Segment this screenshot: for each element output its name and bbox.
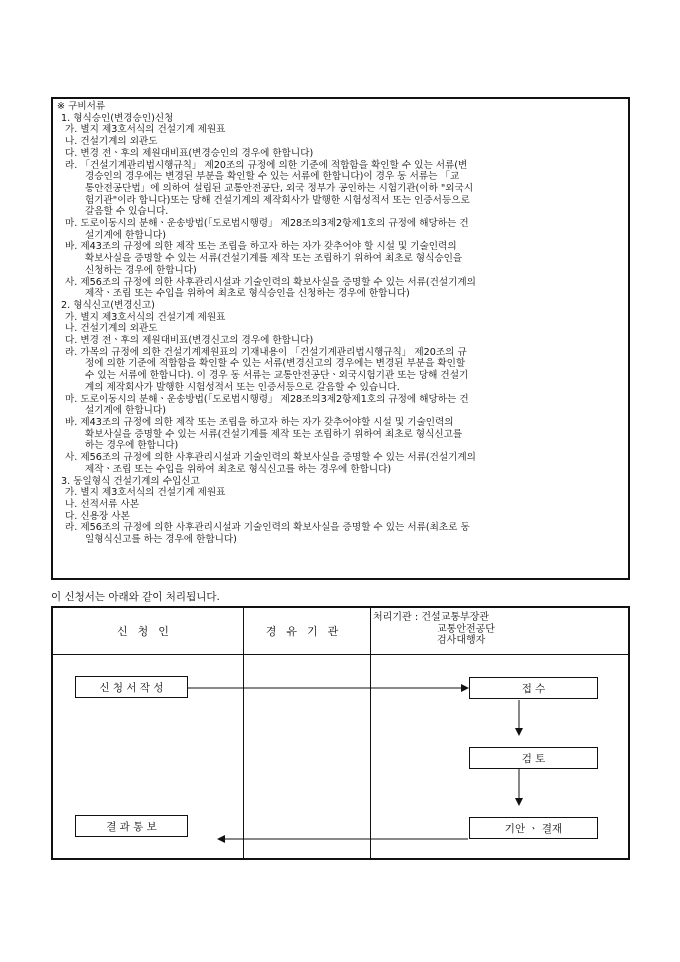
requirement-item-continued: 제작ㆍ조립 또는 수입을 위하여 최초로 형식신고를 하는 경우에 한합니다): [85, 463, 392, 475]
requirement-item: 가. 별지 제3호서식의 건설기계 제원표: [65, 487, 226, 499]
handler-name: 건설교통부장관: [421, 612, 490, 623]
requirement-item-continued: 갈음할 수 있습니다.: [85, 206, 169, 218]
requirement-item-continued: 수 있는 서류에 한합니다). 이 경우 동 서류는 교통안전공단ㆍ외국시험기관 또는 당해 건설기: [85, 370, 469, 382]
handler-name: 교통안전공단: [437, 623, 495, 635]
handler-name: 검사대행자: [437, 635, 486, 646]
requirement-item-continued: 정에 의한 기준에 적합함을 확인할 수 있는 서류(변경신고의 경우에는 변경된 부분을 확인할: [85, 358, 466, 370]
requirement-item: 다. 변경 전ㆍ후의 제원대비표(변경승인의 경우에 한합니다): [65, 147, 314, 159]
section-title: 1. 형식승인(변경승인)신청: [61, 112, 174, 124]
requirement-item: 나. 건설기계의 외관도: [65, 323, 158, 335]
requirement-item: 마. 도로이동시의 분해ㆍ운송방법(「도로법시행령」 제28조의3제2항제1호의 규정에 해당하는 건: [65, 218, 469, 230]
requirement-item-continued: 계의 제작회사가 발행한 시험성적서 또는 인증서등으로 갈음할 수 있습니다.: [85, 381, 400, 393]
section-title: 2. 형식신고(변경신고): [61, 299, 155, 311]
step-receive: 접 수: [469, 677, 598, 699]
requirement-item: 사. 제56조의 규정에 의한 사후관리시설과 기술인력의 확보사실을 증명할 수 있는 서류(건설기계의: [65, 276, 476, 288]
requirement-item-continued: 일형식신고를 하는 경우에 한합니다): [85, 534, 237, 546]
requirement-item: 다. 신용장 사본: [65, 510, 130, 522]
requirement-item: 마. 도로이동시의 분해ㆍ운송방법(「도로법시행령」 제28조의3제2항제1호의 규정에 해당하는 건: [65, 393, 469, 405]
handler-label: 처리기관 :: [373, 612, 419, 623]
arrowhead: [515, 728, 523, 736]
requirement-item-continued: 신청하는 경우에 한합니다): [85, 264, 197, 276]
process-flow-table: [51, 606, 630, 860]
requirement-item-continued: 경승인의 경우에는 변경된 부분을 확인할 수 있는 서류에 한합니다)이 경우 동 서류는 「교: [85, 171, 460, 183]
requirements-sections: [57, 113, 624, 546]
requirements-header: ※ 구비서류: [57, 101, 106, 112]
requirement-item-continued: 설기계에 한합니다): [85, 405, 166, 417]
requirement-item: 나. 선적서류 사본: [65, 498, 140, 510]
step-review: 검 토: [469, 747, 598, 769]
requirement-item: 바. 제43조의 규정에 의한 제작 또는 조립을 하고자 하는 자가 갖추어야 할 시설 및 기술인력의: [65, 241, 457, 253]
requirement-item: 라. 제56조의 규정에 의한 사후관리시설과 기술인력의 확보사실을 증명할 수 있는 서류(최초로 동: [65, 522, 470, 534]
requirements-box: [51, 97, 630, 580]
requirement-item-continued: 험기관"이라 합니다)또는 당해 건설기계의 제작회사가 발행한 시험성적서 또는 인증서등으로: [85, 194, 470, 206]
requirement-item: 가. 별지 제3호서식의 건설기계 제원표: [65, 124, 226, 136]
requirement-item: 라. 가목의 규정에 의한 건설기계제원표의 기재내용이 「건설기계관리법시행규칙」 제20조의 규: [65, 346, 467, 358]
requirement-item-continued: 통안전공단법」에 의하여 설립된 교통안전공단, 외국 정부가 공인하는 시험기관(이하 "외국시: [85, 182, 474, 194]
requirement-item-continued: 하는 경우에 한합니다): [85, 440, 179, 452]
arrowhead: [217, 835, 225, 843]
requirement-item: 라. 「건설기계관리법시행규칙」 제20조의 규정에 의한 기준에 적합함을 확인할 수 있는 서류(변: [65, 159, 468, 171]
requirement-item: 가. 별지 제3호서식의 건설기계 제원표: [65, 311, 226, 323]
requirement-item: 나. 건설기계의 외관도: [65, 136, 158, 148]
requirement-item: 사. 제56조의 규정에 의한 사후관리시설과 기술인력의 확보사실을 증명할 수 있는 서류(건설기계의: [65, 452, 476, 464]
requirement-item-continued: 제작ㆍ조립 또는 수입을 위하여 최초로 형식승인을 신청하는 경우에 한합니다): [85, 288, 410, 300]
process-note: 이 신청서는 아래와 같이 처리됩니다.: [51, 591, 220, 603]
column-header-via: 경유기관: [265, 625, 349, 638]
requirement-item-continued: 확보사실을 증명할 수 있는 서류(건설기계를 제작 또는 조립하기 위하여 최초로 형식승인을: [85, 253, 463, 265]
requirement-item: 바. 제43조의 규정에 의한 제작 또는 조립을 하고자 하는 자가 갖추어야할 시설 및 기술인력의: [65, 416, 454, 428]
step-notify-result: 결 과 통 보: [75, 815, 188, 837]
step-draft-approve: 기안 ㆍ 결재: [469, 817, 598, 839]
step-write-application: 신 청 서 작 성: [75, 676, 188, 698]
arrowhead: [461, 684, 469, 692]
requirement-item: 다. 변경 전ㆍ후의 제원대비표(변경신고의 경우에 한합니다): [65, 335, 314, 347]
column-header-applicant: 신청인: [117, 625, 179, 638]
arrowhead: [515, 798, 523, 806]
requirement-item-continued: 확보사실을 증명할 수 있는 서류(건설기계를 제작 또는 조립하기 위하여 최초로 형식신고를: [85, 428, 463, 440]
section-title: 3. 동일형식 건설기계의 수입신고: [61, 475, 200, 487]
requirement-item-continued: 설기계에 한합니다): [85, 229, 166, 241]
